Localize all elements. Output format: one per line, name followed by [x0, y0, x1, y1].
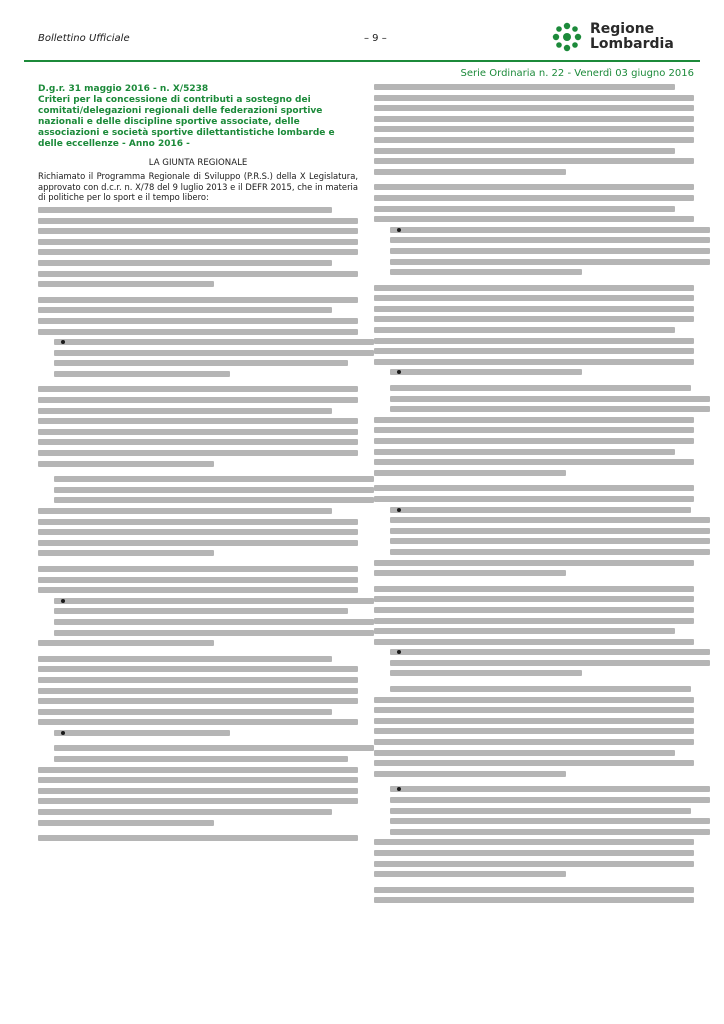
text-line-placeholder — [390, 406, 710, 412]
text-line-placeholder — [38, 418, 358, 424]
text-line-placeholder — [390, 808, 691, 814]
text-line-placeholder — [390, 786, 710, 792]
text-line-placeholder — [38, 386, 358, 392]
text-line-placeholder — [374, 861, 694, 867]
text-line-placeholder — [54, 360, 348, 366]
text-line-placeholder — [374, 839, 694, 845]
text-line-placeholder — [374, 359, 694, 365]
text-line-placeholder — [54, 350, 374, 356]
text-line-placeholder — [390, 649, 710, 655]
text-line-placeholder — [374, 449, 675, 455]
page-number: – 9 – — [364, 33, 387, 44]
text-line-placeholder — [374, 750, 675, 756]
text-line-placeholder — [390, 670, 582, 676]
text-line-placeholder — [374, 316, 694, 322]
text-line-placeholder — [374, 596, 694, 602]
text-line-placeholder — [374, 618, 694, 624]
text-line-placeholder — [38, 788, 358, 794]
text-line-placeholder — [374, 739, 694, 745]
rosa-camuna-icon — [550, 20, 584, 54]
text-line-placeholder — [374, 327, 675, 333]
text-line-placeholder — [374, 887, 694, 893]
text-line-placeholder — [374, 496, 694, 502]
text-line-placeholder — [390, 385, 691, 391]
text-line-placeholder — [390, 227, 710, 233]
serie-label: Serie Ordinaria n. 22 - Venerdì 03 giugno 2016 — [460, 68, 694, 79]
text-line-placeholder — [54, 371, 230, 377]
text-line-placeholder — [374, 427, 694, 433]
text-line-placeholder — [374, 295, 694, 301]
text-line-placeholder — [38, 677, 358, 683]
text-line-placeholder — [374, 116, 694, 122]
text-line-placeholder — [54, 497, 374, 503]
text-line-placeholder — [38, 777, 358, 783]
text-line-placeholder — [38, 656, 332, 662]
text-line-placeholder — [374, 628, 675, 634]
text-line-placeholder — [374, 338, 694, 344]
text-line-placeholder — [374, 850, 694, 856]
text-line-placeholder — [374, 459, 694, 465]
text-line-placeholder — [38, 329, 358, 335]
text-line-placeholder — [374, 137, 694, 143]
text-line-placeholder — [374, 771, 566, 777]
text-line-placeholder — [38, 397, 358, 403]
text-line-placeholder — [54, 745, 374, 751]
text-line-placeholder — [38, 698, 358, 704]
text-line-placeholder — [374, 148, 675, 154]
text-line-placeholder — [390, 686, 691, 692]
text-line-placeholder — [390, 829, 710, 835]
text-line-placeholder — [38, 297, 358, 303]
text-line-placeholder — [374, 570, 566, 576]
text-line-placeholder — [38, 408, 332, 414]
text-line-placeholder — [374, 897, 694, 903]
text-line-placeholder — [38, 809, 332, 815]
text-line-placeholder — [374, 707, 694, 713]
text-line-placeholder — [54, 730, 230, 736]
text-line-placeholder — [374, 728, 694, 734]
text-line-placeholder — [374, 438, 694, 444]
decree-reference: D.g.r. 31 maggio 2016 - n. X/5238 — [38, 84, 209, 94]
text-line-placeholder — [54, 339, 374, 345]
page-header — [24, 16, 700, 58]
text-line-placeholder — [54, 619, 374, 625]
text-line-placeholder — [374, 348, 694, 354]
text-line-placeholder — [374, 485, 694, 491]
text-line-placeholder — [374, 95, 694, 101]
text-line-placeholder — [38, 218, 358, 224]
logo-text: Regione Lombardia — [590, 21, 674, 52]
text-line-placeholder — [38, 820, 214, 826]
text-line-placeholder — [374, 126, 694, 132]
text-line-placeholder — [54, 487, 374, 493]
text-line-placeholder — [390, 259, 710, 265]
text-line-placeholder — [374, 216, 694, 222]
regione-lombardia-logo — [550, 16, 700, 58]
text-line-placeholder — [38, 307, 332, 313]
text-line-placeholder — [374, 158, 694, 164]
text-line-placeholder — [374, 760, 694, 766]
text-line-placeholder — [374, 184, 694, 190]
text-line-placeholder — [38, 508, 332, 514]
body-text-right — [374, 84, 694, 903]
text-line-placeholder — [38, 271, 358, 277]
column-left — [38, 84, 358, 846]
text-line-placeholder — [38, 719, 358, 725]
text-line-placeholder — [390, 538, 710, 544]
text-line-placeholder — [390, 517, 710, 523]
text-line-placeholder — [390, 507, 691, 513]
text-line-placeholder — [374, 871, 566, 877]
text-line-placeholder — [38, 688, 358, 694]
text-line-placeholder — [390, 660, 710, 666]
text-line-placeholder — [38, 640, 214, 646]
text-line-placeholder — [374, 718, 694, 724]
text-line-placeholder — [374, 607, 694, 613]
text-line-placeholder — [38, 666, 358, 672]
text-line-placeholder — [38, 566, 358, 572]
text-line-placeholder — [38, 450, 358, 456]
text-line-placeholder — [390, 237, 710, 243]
text-line-placeholder — [38, 709, 332, 715]
text-line-placeholder — [38, 835, 358, 841]
text-line-placeholder — [374, 285, 694, 291]
text-line-placeholder — [38, 249, 358, 255]
text-line-placeholder — [374, 639, 694, 645]
text-line-placeholder — [38, 519, 358, 525]
text-line-placeholder — [38, 281, 214, 287]
text-line-placeholder — [374, 84, 675, 90]
header-rule — [24, 60, 700, 62]
text-line-placeholder — [54, 476, 374, 482]
text-line-placeholder — [38, 767, 358, 773]
text-line-placeholder — [390, 818, 710, 824]
text-line-placeholder — [38, 798, 358, 804]
text-line-placeholder — [390, 528, 710, 534]
text-line-placeholder — [38, 239, 358, 245]
text-line-placeholder — [374, 560, 694, 566]
text-line-placeholder — [374, 206, 675, 212]
opening-paragraph: Richiamato il Programma Regionale di Sviluppo (P.R.S.) della X Legislatura, approvato con d.c.r. n. X/78 del 9 luglio 2013 e il DEFR 2015, che in materia di politiche per lo sport e il tempo libero: — [38, 171, 358, 203]
text-line-placeholder — [374, 169, 566, 175]
text-line-placeholder — [38, 529, 358, 535]
text-line-placeholder — [54, 598, 374, 604]
text-line-placeholder — [38, 461, 214, 467]
text-line-placeholder — [38, 439, 358, 445]
column-right — [374, 84, 694, 908]
text-line-placeholder — [374, 306, 694, 312]
text-line-placeholder — [38, 577, 358, 583]
publication-name: Bollettino Ufficiale — [38, 33, 130, 44]
text-line-placeholder — [374, 470, 566, 476]
text-line-placeholder — [38, 540, 358, 546]
text-line-placeholder — [54, 756, 348, 762]
text-line-placeholder — [390, 797, 710, 803]
text-line-placeholder — [374, 105, 694, 111]
decree-title: Criteri per la concessione di contributi a sostegno dei comitati/delegazioni regionali delle federazioni sportive nazionali e delle discipline sportive associate, delle associazioni e società sportive dilettantistiche lombarde e delle eccellenze - Anno 2016 - — [38, 94, 335, 149]
text-line-placeholder — [38, 228, 358, 234]
text-line-placeholder — [390, 369, 582, 375]
text-line-placeholder — [54, 608, 348, 614]
text-line-placeholder — [38, 318, 358, 324]
text-line-placeholder — [38, 550, 214, 556]
text-line-placeholder — [38, 587, 358, 593]
text-line-placeholder — [390, 248, 710, 254]
text-line-placeholder — [390, 269, 582, 275]
text-line-placeholder — [54, 630, 374, 636]
text-line-placeholder — [390, 549, 710, 555]
text-line-placeholder — [374, 697, 694, 703]
giunta-heading: LA GIUNTA REGIONALE — [148, 157, 248, 168]
text-line-placeholder — [390, 396, 710, 402]
text-line-placeholder — [38, 207, 332, 213]
text-line-placeholder — [374, 195, 694, 201]
text-line-placeholder — [38, 260, 332, 266]
body-text-left — [38, 207, 358, 841]
text-line-placeholder — [374, 586, 694, 592]
text-line-placeholder — [38, 429, 358, 435]
text-line-placeholder — [374, 417, 694, 423]
